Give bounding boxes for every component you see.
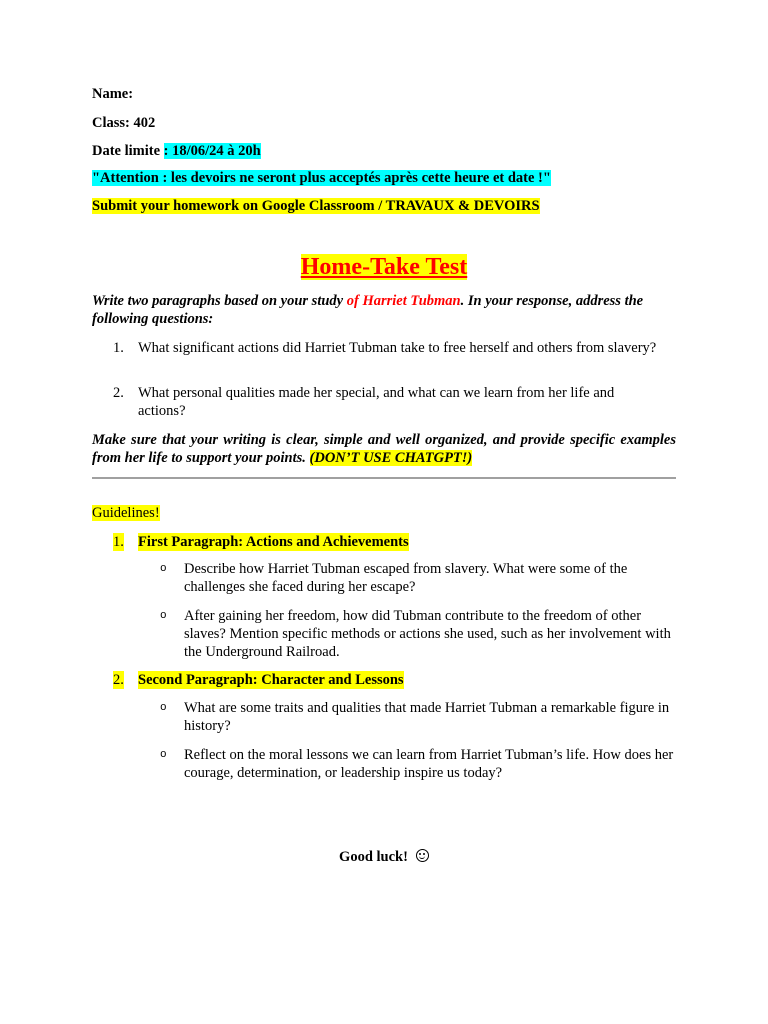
section-title: Second Paragraph: Character and Lessons (138, 672, 404, 688)
section-number: 2. (113, 672, 124, 688)
intro-part2: . In your response, address the following questions: (92, 293, 644, 327)
bullet-marker: o (160, 610, 167, 622)
deadline-label: Date limite (92, 143, 164, 159)
bullet-marker: o (160, 702, 167, 714)
attention-line (92, 169, 551, 187)
section-number: 1. (113, 534, 124, 550)
page-title-text: Home-Take Test (300, 254, 468, 280)
bullet-text: What are some traits and qualities that made Harriet Tubman a remarkable figure in history? (184, 700, 670, 734)
page-title (0, 252, 768, 282)
name-field: Name: (92, 86, 134, 102)
chatgpt-warning: (DON’T USE CHATGPT!) (309, 450, 473, 466)
smiley-face-icon (416, 849, 429, 862)
deadline-line (92, 142, 261, 160)
good-luck-text: Good luck! (339, 849, 408, 865)
question-number: 2. (113, 385, 124, 401)
intro-paragraph (92, 292, 676, 328)
closing-instructions (92, 431, 676, 467)
guidelines-label: Guidelines! (92, 505, 160, 521)
attention-notice: "Attention : les devoirs ne seront plus acceptés après cette heure et date !" (92, 170, 551, 186)
bullet-marker: o (160, 563, 167, 575)
bullet-text: After gaining her freedom, how did Tubman contribute to the freedom of other slaves? Mention specific methods or actions she used, such as her involvement with the Underground Railroad. (184, 608, 671, 660)
good-luck-line (0, 848, 768, 866)
intro-part1: Write two paragraphs based on your study (92, 293, 347, 309)
submit-instruction: Submit your homework on Google Classroom / TRAVAUX & DEVOIRS (92, 198, 540, 214)
deadline-value: : 18/06/24 à 20h (163, 143, 261, 159)
horizontal-divider (92, 477, 676, 479)
guidelines-line (92, 504, 160, 522)
question-number: 1. (113, 340, 124, 356)
question-text: What personal qualities made her special, and what can we learn from her life and actions? (138, 385, 615, 419)
intro-subject: of Harriet Tubman (346, 293, 461, 309)
bullet-text: Reflect on the moral lessons we can learn from Harriet Tubman’s life. How does her courage, determination, or leadership inspire us today? (184, 747, 674, 781)
submit-line (92, 197, 540, 215)
section-title: First Paragraph: Actions and Achievements (138, 534, 409, 550)
bullet-text: Describe how Harriet Tubman escaped from slavery. What were some of the challenges she faced during her escape? (184, 561, 628, 595)
question-text: What significant actions did Harriet Tubman take to free herself and others from slavery? (138, 340, 657, 356)
bullet-marker: o (160, 749, 167, 761)
closing-text: Make sure that your writing is clear, simple and well organized, and provide specific examples from her life to support your points. (92, 432, 676, 466)
class-field: Class: 402 (92, 115, 156, 131)
